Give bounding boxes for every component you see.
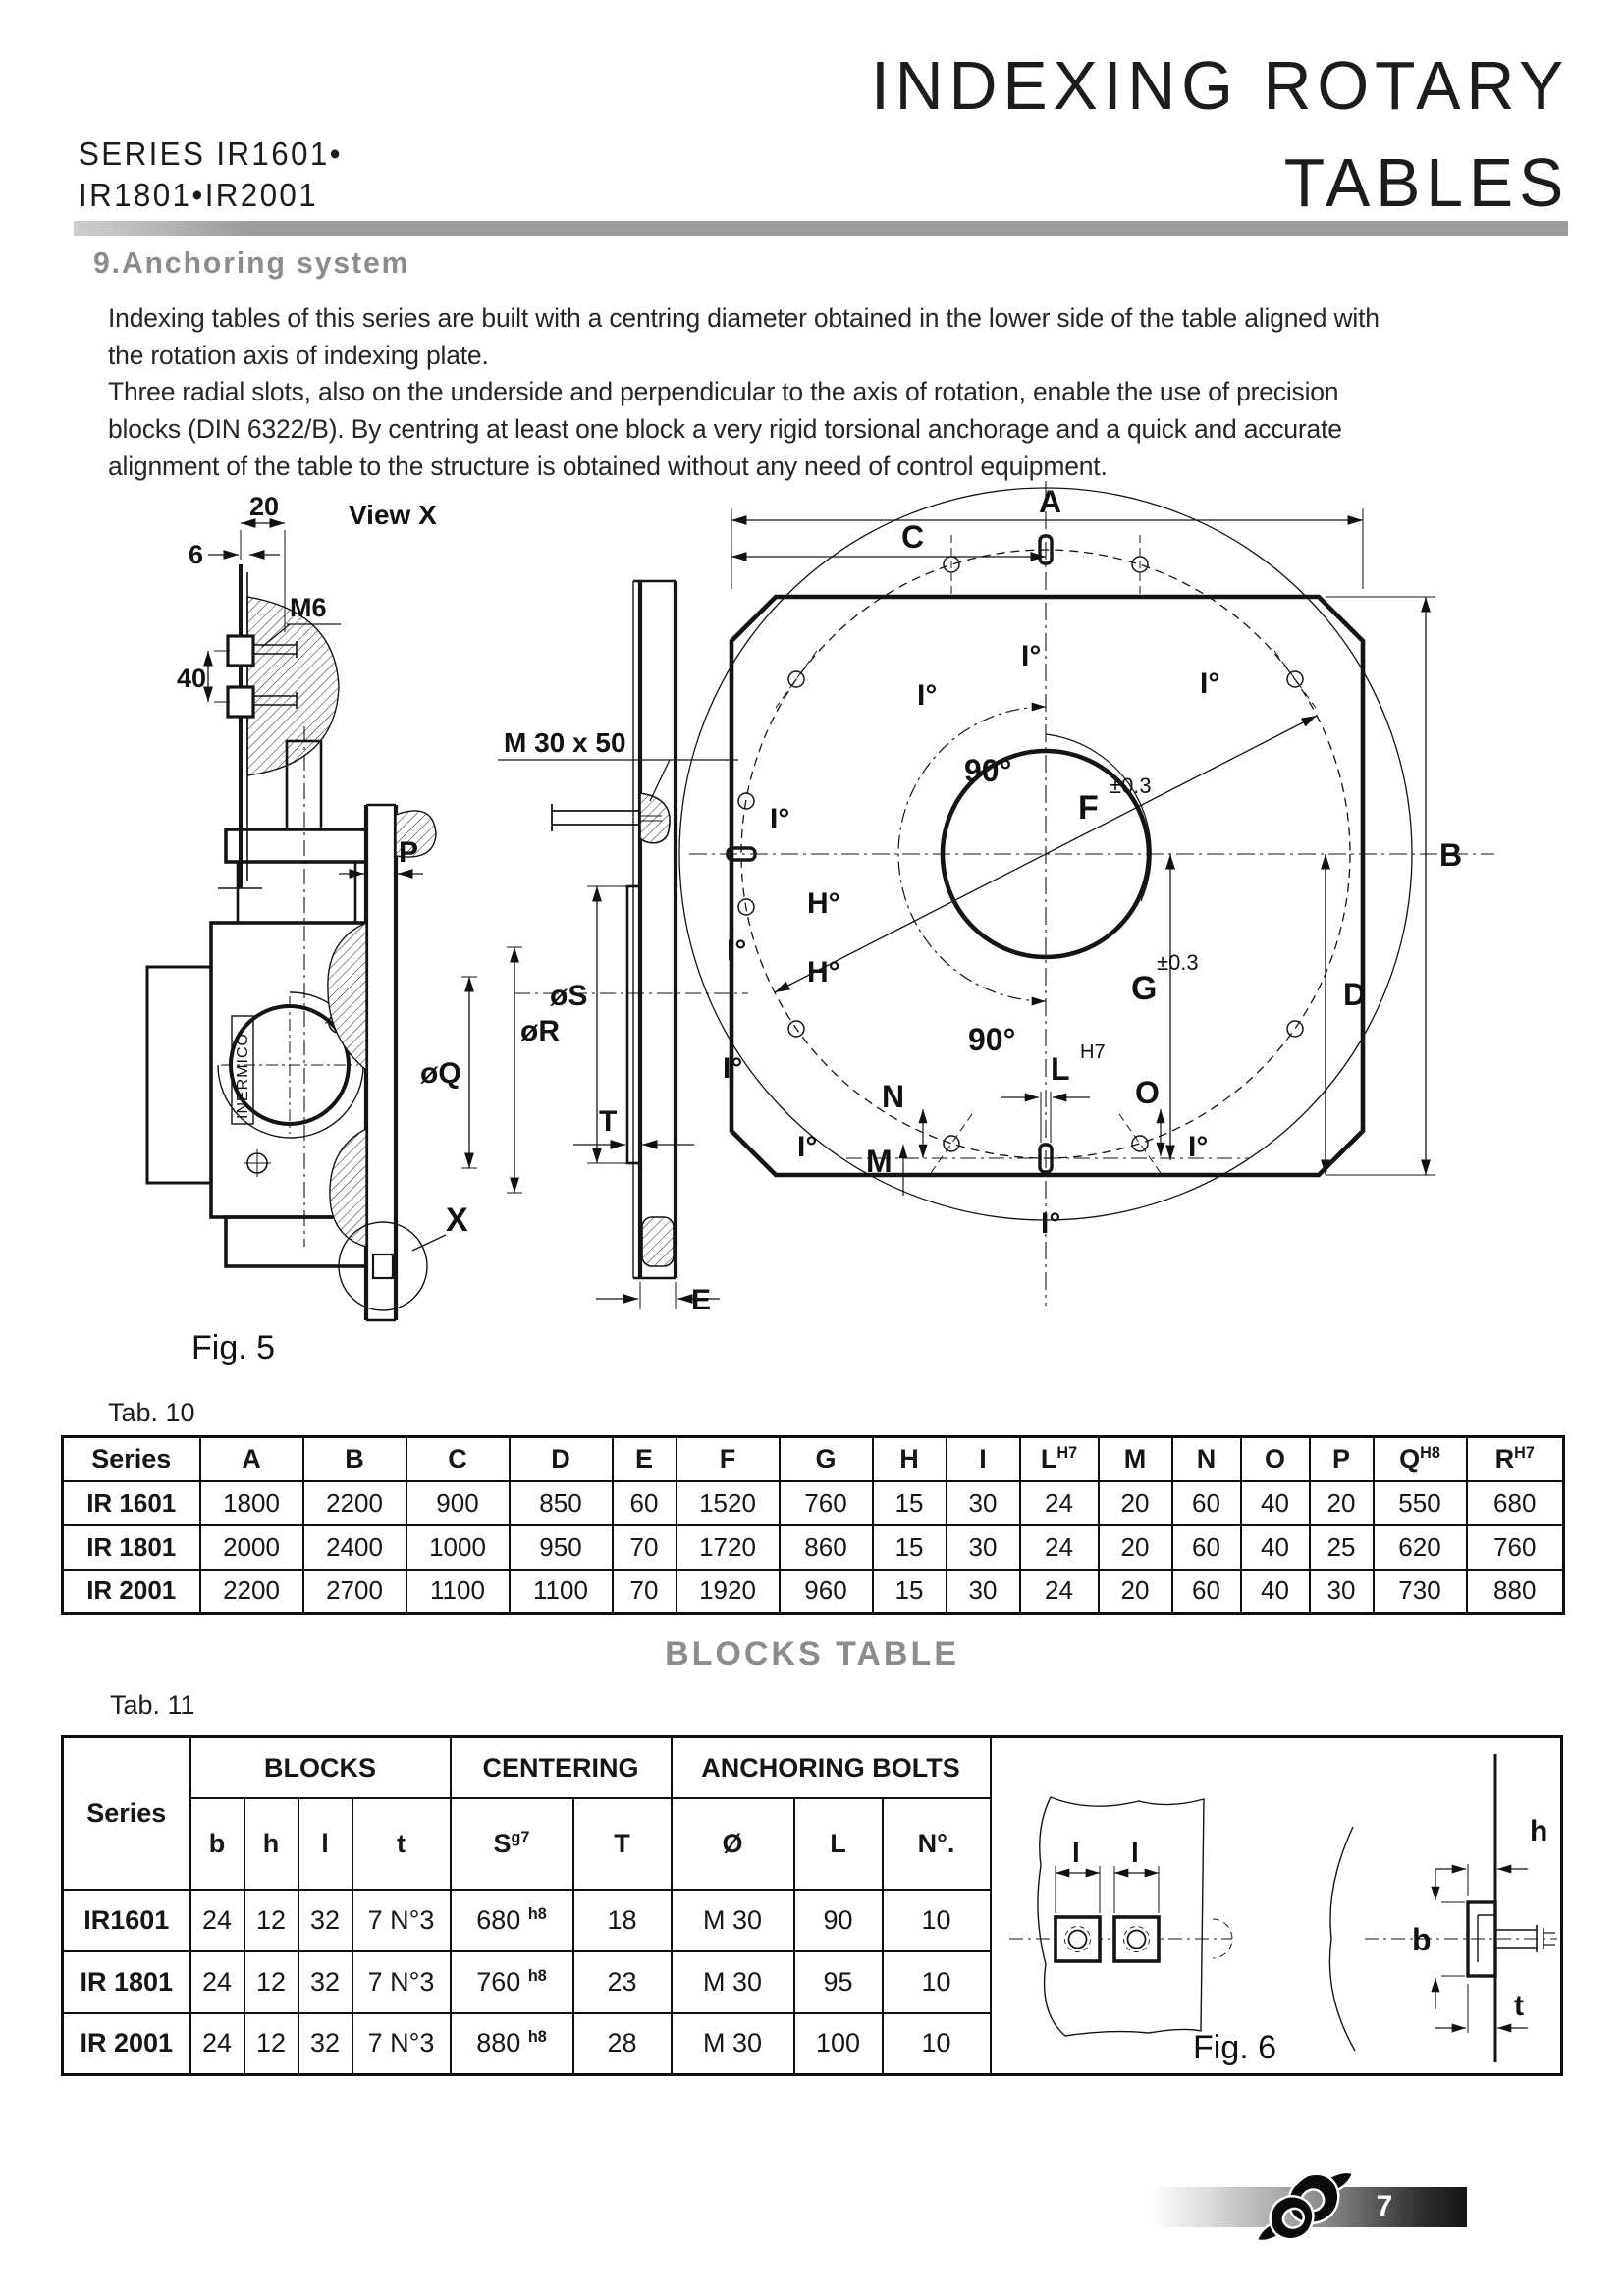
cell: 10 [883,2013,991,2075]
plan-view [679,481,1494,1306]
cell: 60 [613,1481,677,1525]
dim-40-label: 40 [177,664,207,693]
i-angle-label: I° [797,1131,818,1163]
cell: 850 [510,1481,613,1525]
group-header: CENTERING [451,1737,672,1799]
cell: 7 N°3 [352,1951,451,2013]
cell: 70 [613,1525,677,1570]
col-header: A [200,1437,303,1481]
sub-header: Ø [672,1798,794,1890]
l-fit-suffix: H7 [1080,1041,1106,1063]
i-angle-label: I° [723,1052,743,1085]
cell: 28 [573,2013,672,2075]
cell: 40 [1241,1570,1310,1614]
cell: 24 [1020,1525,1099,1570]
or-dim-label: øR [520,1015,560,1047]
page-number: 7 [1376,2190,1393,2222]
h-angle-label: H° [807,887,840,920]
b-dim-label: B [1439,837,1463,873]
col-header: H [873,1437,947,1481]
cell: 24 [190,2013,244,2075]
paragraph-2: Three radial slots, also on the underside and perpendicular to the axis of rotation, enable the use of precision blocks (DIN 6322/B). By centring at least one block a very rigid torsional anchorage and a quick and accurate alignment of the table to the structure is obtained without any need of control equipment. [108,377,1342,481]
sub-header: L [794,1798,883,1890]
table-row [63,1570,1564,1614]
cell: 60 [1172,1525,1241,1570]
cell: 950 [510,1525,613,1570]
m6-label: M6 [290,593,327,622]
cell: 32 [298,1890,352,1951]
cell: 12 [244,2013,298,2075]
col-header: $R^{H7}$ [1467,1437,1564,1481]
o-dim-label: O [1135,1075,1160,1110]
table-header-row [63,1437,1564,1481]
cell: M 30 [672,1890,794,1951]
cell: 1520 [677,1481,780,1525]
i-angle-label: I° [727,934,747,967]
sub-header: b [190,1798,244,1890]
cell: 2200 [200,1570,303,1614]
cell: 2700 [303,1570,406,1614]
l-dim-label: l [1130,1838,1139,1868]
cell: 15 [873,1570,947,1614]
cell: 760 [780,1481,873,1525]
series-cell: IR 1601 [63,1481,200,1525]
cell: 1100 [406,1570,510,1614]
cell: 880 [1467,1570,1564,1614]
fig5-caption: Fig. 5 [191,1329,276,1366]
group-header: ANCHORING BOLTS [672,1737,991,1799]
cell: 1920 [677,1570,780,1614]
cell: 15 [873,1525,947,1570]
cell: 20 [1099,1525,1172,1570]
series-line-2: IR1801•IR2001 [79,177,319,214]
cell: 680 [1467,1481,1564,1525]
paragraph-1: Indexing tables of this series are built with a centring diameter obtained in the lower side of the table aligned with the rotation axis of indexing plate. [108,303,1380,370]
series-line-1: SERIES IR1601• [79,135,344,172]
cell: 10 [883,1890,991,1951]
dimensions-table [61,1435,1565,1615]
col-header: $L^{H7}$ [1020,1437,1099,1481]
cell: 12 [244,1890,298,1951]
block-1 [1056,1917,1100,1961]
col-header: O [1241,1437,1310,1481]
l-dim-label: L [1051,1051,1070,1087]
i-angle-label: I° [1021,640,1042,672]
h-angle-label: H° [807,956,840,988]
deg90-label: 90° [964,753,1012,788]
bolt-spec-label: M 30 x 50 [504,727,626,758]
cell: 1000 [406,1525,510,1570]
os-dim-label: øS [550,980,588,1012]
c-dim-label: C [901,519,925,555]
cell: M 30 [672,1951,794,2013]
figure-5-drawing [61,469,1563,1372]
cell: 24 [1020,1570,1099,1614]
brand-text: INERMICO [235,1033,251,1119]
cell: 40 [1241,1481,1310,1525]
series-header: Series [63,1737,190,1891]
cell: 620 [1374,1525,1467,1570]
cell: 24 [190,1951,244,2013]
series-cell: IR 2001 [63,1570,200,1614]
cell: 860 [780,1525,873,1570]
dim-6-label: 6 [189,540,204,569]
dim-20-label: 20 [249,492,280,521]
cell: 10 [883,1951,991,2013]
cell: 60 [1172,1481,1241,1525]
n-dim-label: N [882,1079,905,1114]
cell: 70 [613,1570,677,1614]
brand-logo-icon [1249,2158,1365,2256]
col-header: G [780,1437,873,1481]
i-angle-label: I° [1188,1131,1209,1163]
cell: 680 $^{h8}$ [451,1890,573,1951]
section-heading: 9.Anchoring system [93,245,410,280]
cell: 32 [298,1951,352,2013]
group-header-row [63,1737,1562,1799]
tab11-label: Tab. 11 [110,1690,195,1720]
block-2 [1114,1917,1159,1961]
header-divider-bar [74,221,1568,236]
cell: 20 [1099,1570,1172,1614]
sub-header: $S^{g7}$ [451,1798,573,1890]
sub-header: h [244,1798,298,1890]
t-dim-label: T [599,1105,618,1138]
i-angle-label: I° [770,803,790,835]
group-header: BLOCKS [190,1737,451,1799]
i-angle-label: I° [917,679,938,712]
cell: 32 [298,2013,352,2075]
p-dim-label: P [399,836,419,869]
sub-header: N°. [883,1798,991,1890]
cell: 730 [1374,1570,1467,1614]
cell: 1800 [200,1481,303,1525]
view-x-detail [208,523,341,888]
view-x-title: View X [349,500,437,530]
series-cell: IR1601 [63,1890,190,1951]
f-tolerance: ±0.3 [1110,774,1152,798]
col-header: Series [63,1437,200,1481]
e-dim-label: E [691,1284,712,1316]
f-dim-label: F [1078,789,1099,827]
col-header: $Q^{H8}$ [1374,1437,1467,1481]
l-dim-label: l [1071,1838,1080,1868]
series-cell: IR 1801 [63,1525,200,1570]
cell: 900 [406,1481,510,1525]
figure-6-drawing [992,1738,1561,2066]
sub-header: l [298,1798,352,1890]
fig6-caption: Fig. 6 [1192,2029,1276,2066]
sub-header: T [573,1798,672,1890]
cell: 23 [573,1951,672,2013]
page-title [871,37,1569,233]
cell: 24 [1020,1481,1099,1525]
cell: 30 [947,1525,1020,1570]
x-detail-label: X [446,1201,468,1239]
figure-6-cell [991,1737,1562,2075]
cell: 7 N°3 [352,2013,451,2075]
cell: 40 [1241,1525,1310,1570]
cell: 880 $^{h8}$ [451,2013,573,2075]
blocks-table-heading: BLOCKS TABLE [665,1635,959,1673]
b-dim-label: b [1411,1922,1432,1957]
col-header: M [1099,1437,1172,1481]
i-angle-label: I° [1041,1207,1061,1240]
cell: 25 [1310,1525,1374,1570]
col-header: E [613,1437,677,1481]
sub-header: t [352,1798,451,1890]
blocks-table [61,1735,1563,2076]
col-header: I [947,1437,1020,1481]
series-cell: IR 2001 [63,2013,190,2075]
cell: 550 [1374,1481,1467,1525]
t-dim-label: t [1513,1990,1524,2022]
cell: 24 [190,1890,244,1951]
cell: 90 [794,1890,883,1951]
series-cell: IR 1801 [63,1951,190,2013]
cell: 20 [1099,1481,1172,1525]
deg90-label: 90° [968,1022,1016,1057]
cell: 15 [873,1481,947,1525]
cell: 95 [794,1951,883,2013]
col-header: D [510,1437,613,1481]
col-header: N [1172,1437,1241,1481]
cell: 960 [780,1570,873,1614]
table-row [63,1525,1564,1570]
col-header: F [677,1437,780,1481]
table-row [63,1481,1564,1525]
cell: 12 [244,1951,298,2013]
title-line-2: TABLES [1283,144,1569,222]
cell: 100 [794,2013,883,2075]
cell: 30 [947,1481,1020,1525]
g-tolerance: ±0.3 [1157,950,1199,975]
cell: 2000 [200,1525,303,1570]
col-header: B [303,1437,406,1481]
cell: 60 [1172,1570,1241,1614]
col-header: C [406,1437,510,1481]
plate-section-view [498,581,748,1309]
cell: 30 [947,1570,1020,1614]
col-header: P [1310,1437,1374,1481]
oq-dim-label: øQ [420,1057,461,1090]
cell: 7 N°3 [352,1890,451,1951]
cell: 1100 [510,1570,613,1614]
cell: 2400 [303,1525,406,1570]
section-body [108,300,1414,485]
plate-outline [731,597,1363,1175]
cell: 30 [1310,1570,1374,1614]
cell: 18 [573,1890,672,1951]
cell: 20 [1310,1481,1374,1525]
h-dim-label: h [1529,1815,1547,1847]
tab10-label: Tab. 10 [108,1398,195,1427]
cell: 760 $^{h8}$ [451,1951,573,2013]
d-dim-label: D [1343,977,1367,1012]
g-dim-label: G [1131,970,1158,1007]
cell: 1720 [677,1525,780,1570]
i-angle-label: I° [1200,667,1220,700]
cell: 760 [1467,1525,1564,1570]
a-dim-label: A [1039,484,1062,519]
cell: 2200 [303,1481,406,1525]
title-line-1: INDEXING ROTARY [870,47,1569,124]
series-title [79,133,343,216]
cell: M 30 [672,2013,794,2075]
m-dim-label: M [866,1144,893,1179]
